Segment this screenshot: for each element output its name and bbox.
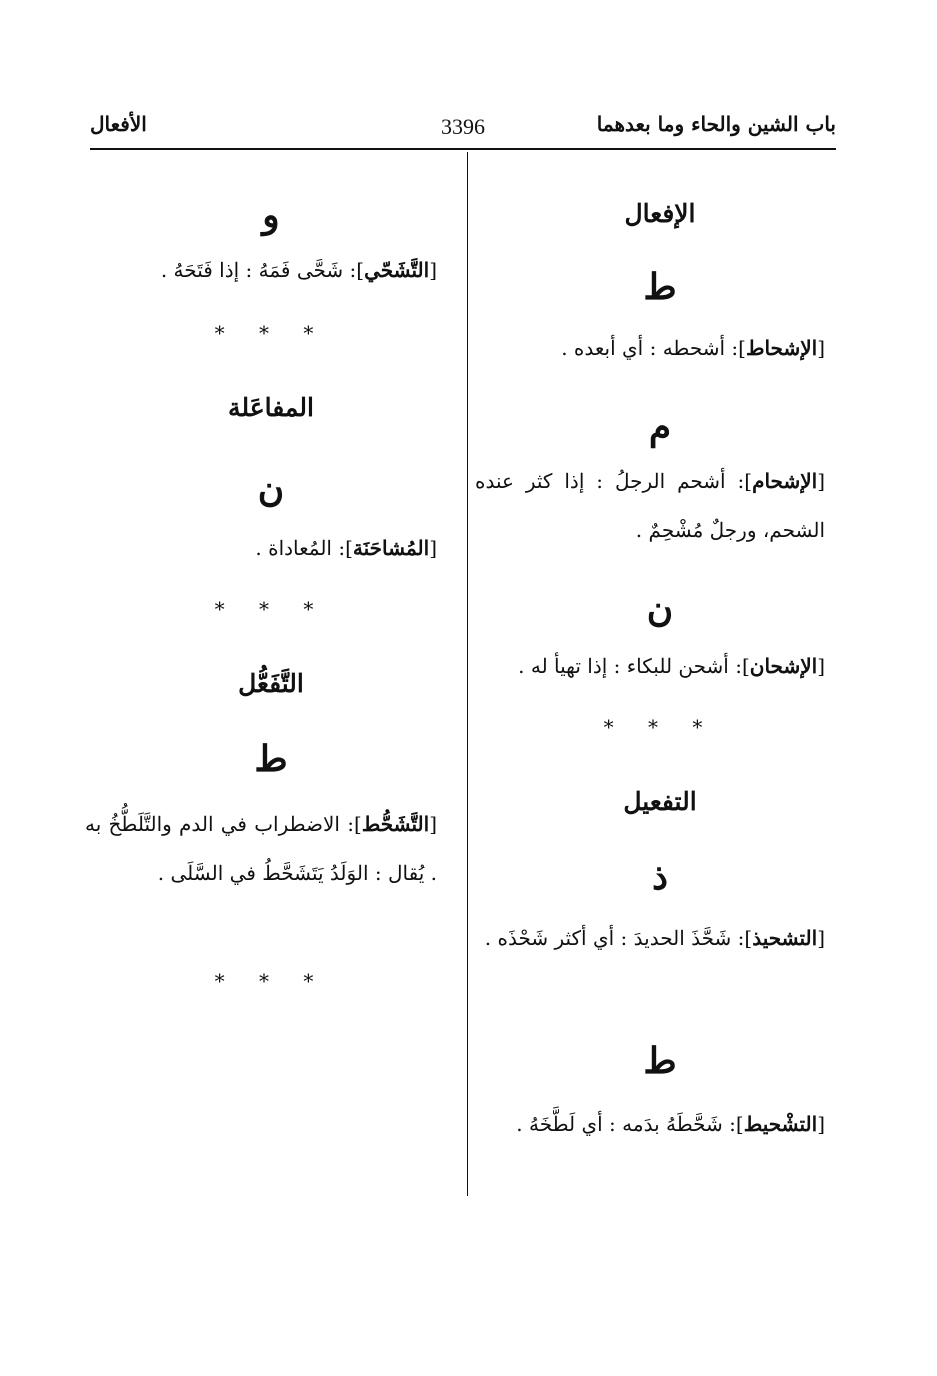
section-title-mufaala: المفاعَلة (228, 393, 314, 422)
definition: : شَحَّطَهُ بدَمه : أي لَطَّخَهُ . (516, 1112, 736, 1136)
entry-ishhan: [الإشحان]: أشحن للبكاء : إذا تهيأ له . (518, 654, 825, 678)
letter-heading-ta: ط (643, 266, 677, 308)
headword: الإشحاط (745, 336, 818, 360)
section-separator: * * * (214, 969, 328, 993)
entry-ishhat: [الإشحاط]: أشحطه : أي أبعده . (561, 336, 825, 360)
headword: الإشحام (752, 469, 818, 493)
letter-heading-nun: ن (257, 468, 285, 510)
definition: : أشحن للبكاء : إذا تهيأ له . (518, 654, 742, 678)
section-title-tafaul: التَّفَعُّل (238, 669, 304, 698)
definition: : شَحَّذَ الحديدَ : أي أكثر شَحْذَه . (484, 926, 745, 950)
column-divider (467, 152, 468, 1196)
letter-heading-ta: ط (254, 738, 288, 780)
entry-tashahhut: [التَّشَحُّط]: الاضطراب في الدم والتَّلَطُّخُ به . يُقال : الوَلَدُ يَتَشَحَّطُ في السَّلَى . (85, 812, 437, 885)
letter-heading-dhal: ذ (651, 856, 669, 898)
section-separator: * * * (214, 597, 328, 621)
section-separator: * * * (214, 321, 328, 345)
page-header (90, 108, 836, 150)
entry-ishham: [الإشحام]: أشحم الرجلُ : إذا كثر عنده الشحم، ورجلٌ مُشْحِمٌ . (475, 469, 825, 542)
letter-heading-waw: و (262, 194, 280, 236)
entry-mushahana: [المُشاحَنَة]: المُعاداة . (255, 536, 437, 560)
page-number: 3396 (441, 114, 485, 139)
definition: : أشحطه : أي أبعده . (561, 336, 739, 360)
section-running-title: الأفعال (90, 112, 147, 136)
headword: التشْحيط (743, 1112, 818, 1136)
headword: التَّشَحّي (364, 258, 430, 282)
section-title-tafil: التفعيل (623, 787, 697, 816)
letter-heading-ta-2: ط (643, 1040, 677, 1082)
letter-heading-nun: ن (646, 588, 674, 630)
headword: المُشاحَنَة (352, 536, 430, 560)
chapter-title: باب الشين والحاء وما بعدهما (596, 112, 836, 136)
definition: : الاضطراب في الدم والتَّلَطُّخُ به . يُقال : الوَلَدُ يَتَشَحَّطُ في السَّلَى . (85, 812, 437, 885)
definition: : شَحَّى فَمَهُ : إذا فَتَحَهُ . (160, 258, 357, 282)
entry-tashhidh: [التشحيذ]: شَحَّذَ الحديدَ : أي أكثر شَحْذَه . (484, 926, 825, 950)
headword: التَّشَحُّط (361, 812, 430, 836)
section-title-ifal: الإفعال (624, 199, 696, 228)
letter-heading-mim: م (648, 406, 672, 448)
entry-tashhit: [التشْحيط]: شَحَّطَهُ بدَمه : أي لَطَّخَهُ . (516, 1112, 825, 1136)
definition: : أشحم الرجلُ : إذا كثر عنده الشحم، ورجلٌ مُشْحِمٌ . (475, 469, 825, 542)
entry-tashahhi: [التَّشَحّي]: شَحَّى فَمَهُ : إذا فَتَحَهُ . (160, 258, 437, 282)
definition: : المُعاداة . (255, 536, 346, 560)
headword: الإشحان (749, 654, 818, 678)
headword: التشحيذ (752, 926, 818, 950)
section-separator: * * * (603, 715, 717, 739)
